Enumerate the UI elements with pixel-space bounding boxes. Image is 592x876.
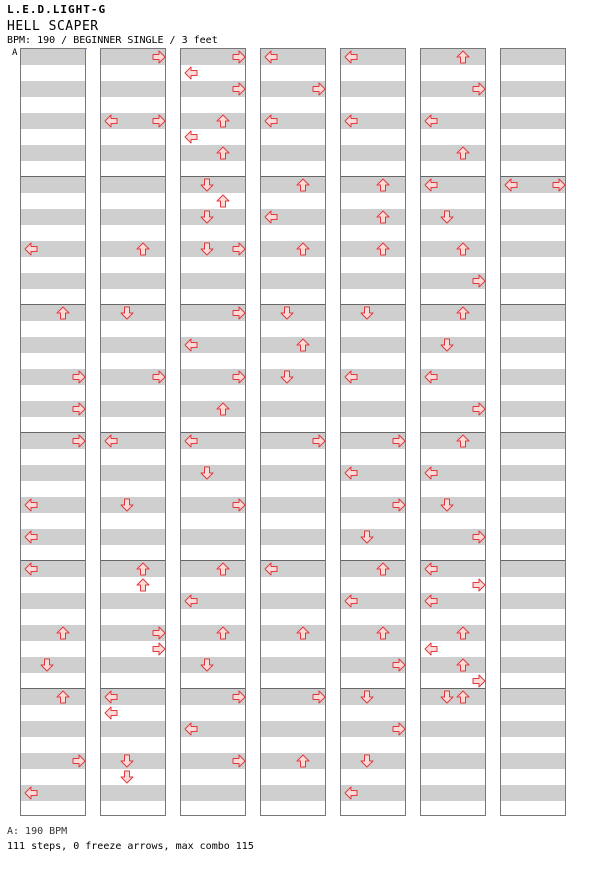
- measure-line: [501, 560, 565, 561]
- measure-line: [421, 176, 485, 177]
- left-arrow-icon: [344, 594, 358, 608]
- left-arrow-icon: [344, 114, 358, 128]
- up-arrow-icon: [296, 754, 310, 768]
- up-arrow-icon: [376, 562, 390, 576]
- left-arrow-icon: [344, 50, 358, 64]
- measure-line: [101, 560, 165, 561]
- left-arrow-icon: [184, 722, 198, 736]
- left-arrow-icon: [104, 690, 118, 704]
- right-arrow-icon: [472, 674, 486, 688]
- left-arrow-icon: [24, 498, 38, 512]
- left-arrow-icon: [104, 706, 118, 720]
- left-arrow-icon: [424, 594, 438, 608]
- left-arrow-icon: [24, 786, 38, 800]
- down-arrow-icon: [360, 306, 374, 320]
- right-arrow-icon: [232, 498, 246, 512]
- right-arrow-icon: [72, 754, 86, 768]
- right-arrow-icon: [392, 498, 406, 512]
- chart-meta: BPM: 190 / BEGINNER SINGLE / 3 feet: [7, 35, 218, 46]
- left-arrow-icon: [424, 642, 438, 656]
- chart-column-7: [500, 48, 566, 816]
- left-arrow-icon: [424, 370, 438, 384]
- down-arrow-icon: [360, 754, 374, 768]
- up-arrow-icon: [376, 178, 390, 192]
- down-arrow-icon: [120, 754, 134, 768]
- down-arrow-icon: [440, 210, 454, 224]
- up-arrow-icon: [136, 578, 150, 592]
- right-arrow-icon: [232, 82, 246, 96]
- left-arrow-icon: [344, 466, 358, 480]
- up-arrow-icon: [136, 562, 150, 576]
- down-arrow-icon: [200, 466, 214, 480]
- measure-line: [341, 560, 405, 561]
- right-arrow-icon: [472, 82, 486, 96]
- up-arrow-icon: [216, 562, 230, 576]
- down-arrow-icon: [280, 306, 294, 320]
- left-arrow-icon: [184, 434, 198, 448]
- measure-line: [101, 432, 165, 433]
- up-arrow-icon: [456, 690, 470, 704]
- right-arrow-icon: [472, 530, 486, 544]
- left-arrow-icon: [104, 114, 118, 128]
- measure-line: [421, 432, 485, 433]
- measure-line: [181, 432, 245, 433]
- down-arrow-icon: [440, 690, 454, 704]
- down-arrow-icon: [440, 338, 454, 352]
- chart-column-5: [340, 48, 406, 816]
- right-arrow-icon: [72, 434, 86, 448]
- chart-column-4: [260, 48, 326, 816]
- up-arrow-icon: [376, 210, 390, 224]
- right-arrow-icon: [312, 434, 326, 448]
- measure-line: [181, 688, 245, 689]
- up-arrow-icon: [136, 242, 150, 256]
- left-arrow-icon: [24, 530, 38, 544]
- left-arrow-icon: [344, 786, 358, 800]
- up-arrow-icon: [296, 338, 310, 352]
- measure-line: [21, 688, 85, 689]
- up-arrow-icon: [56, 690, 70, 704]
- left-arrow-icon: [184, 66, 198, 80]
- right-arrow-icon: [232, 690, 246, 704]
- right-arrow-icon: [232, 306, 246, 320]
- right-arrow-icon: [552, 178, 566, 192]
- left-arrow-icon: [424, 178, 438, 192]
- left-arrow-icon: [264, 562, 278, 576]
- up-arrow-icon: [456, 626, 470, 640]
- step-statistics: 111 steps, 0 freeze arrows, max combo 115: [7, 841, 254, 852]
- bpm-summary: A: 190 BPM: [7, 826, 68, 837]
- up-arrow-icon: [456, 306, 470, 320]
- measure-line: [21, 560, 85, 561]
- measure-line: [501, 304, 565, 305]
- right-arrow-icon: [232, 370, 246, 384]
- left-arrow-icon: [264, 50, 278, 64]
- up-arrow-icon: [216, 146, 230, 160]
- measure-line: [261, 560, 325, 561]
- measure-line: [421, 304, 485, 305]
- right-arrow-icon: [152, 642, 166, 656]
- right-arrow-icon: [152, 50, 166, 64]
- measure-line: [341, 304, 405, 305]
- down-arrow-icon: [40, 658, 54, 672]
- measure-line: [101, 688, 165, 689]
- left-arrow-icon: [424, 562, 438, 576]
- measure-line: [101, 304, 165, 305]
- up-arrow-icon: [216, 626, 230, 640]
- measure-line: [421, 560, 485, 561]
- left-arrow-icon: [424, 114, 438, 128]
- measure-line: [101, 176, 165, 177]
- right-arrow-icon: [392, 658, 406, 672]
- right-arrow-icon: [232, 50, 246, 64]
- left-arrow-icon: [184, 130, 198, 144]
- left-arrow-icon: [344, 370, 358, 384]
- up-arrow-icon: [296, 626, 310, 640]
- right-arrow-icon: [152, 626, 166, 640]
- song-title: HELL SCAPER: [7, 19, 99, 34]
- right-arrow-icon: [472, 578, 486, 592]
- down-arrow-icon: [120, 498, 134, 512]
- down-arrow-icon: [200, 658, 214, 672]
- down-arrow-icon: [360, 530, 374, 544]
- left-arrow-icon: [264, 210, 278, 224]
- right-arrow-icon: [472, 402, 486, 416]
- down-arrow-icon: [280, 370, 294, 384]
- measure-line: [501, 176, 565, 177]
- up-arrow-icon: [216, 194, 230, 208]
- artist-name: L.E.D.LIGHT-G: [7, 3, 107, 16]
- measure-line: [501, 432, 565, 433]
- right-arrow-icon: [232, 754, 246, 768]
- up-arrow-icon: [456, 242, 470, 256]
- chart-column-6: [420, 48, 486, 816]
- measure-line: [341, 432, 405, 433]
- down-arrow-icon: [200, 178, 214, 192]
- up-arrow-icon: [296, 242, 310, 256]
- down-arrow-icon: [120, 306, 134, 320]
- right-arrow-icon: [392, 722, 406, 736]
- up-arrow-icon: [56, 306, 70, 320]
- right-arrow-icon: [472, 274, 486, 288]
- measure-line: [341, 176, 405, 177]
- right-arrow-icon: [72, 370, 86, 384]
- right-arrow-icon: [152, 114, 166, 128]
- right-arrow-icon: [312, 82, 326, 96]
- right-arrow-icon: [72, 402, 86, 416]
- down-arrow-icon: [360, 690, 374, 704]
- measure-line: [261, 304, 325, 305]
- measure-line: [341, 688, 405, 689]
- measure-line: [21, 432, 85, 433]
- right-arrow-icon: [152, 370, 166, 384]
- measure-line: [181, 304, 245, 305]
- left-arrow-icon: [184, 338, 198, 352]
- left-arrow-icon: [504, 178, 518, 192]
- up-arrow-icon: [296, 178, 310, 192]
- measure-line: [181, 176, 245, 177]
- up-arrow-icon: [216, 114, 230, 128]
- right-arrow-icon: [392, 434, 406, 448]
- right-arrow-icon: [232, 242, 246, 256]
- measure-line: [21, 176, 85, 177]
- measure-line: [421, 688, 485, 689]
- up-arrow-icon: [456, 50, 470, 64]
- up-arrow-icon: [456, 434, 470, 448]
- left-arrow-icon: [424, 466, 438, 480]
- measure-line: [261, 432, 325, 433]
- measure-line: [181, 560, 245, 561]
- chart-column-1: [20, 48, 86, 816]
- down-arrow-icon: [440, 498, 454, 512]
- chart-column-3: [180, 48, 246, 816]
- left-arrow-icon: [24, 242, 38, 256]
- up-arrow-icon: [376, 626, 390, 640]
- left-arrow-icon: [184, 594, 198, 608]
- right-arrow-icon: [312, 690, 326, 704]
- measure-line: [21, 304, 85, 305]
- chart-column-2: [100, 48, 166, 816]
- up-arrow-icon: [56, 626, 70, 640]
- up-arrow-icon: [456, 658, 470, 672]
- down-arrow-icon: [120, 770, 134, 784]
- down-arrow-icon: [200, 242, 214, 256]
- bpm-marker-label: A: [12, 48, 18, 58]
- left-arrow-icon: [24, 562, 38, 576]
- up-arrow-icon: [456, 146, 470, 160]
- up-arrow-icon: [376, 242, 390, 256]
- measure-line: [501, 688, 565, 689]
- up-arrow-icon: [216, 402, 230, 416]
- down-arrow-icon: [200, 210, 214, 224]
- measure-line: [261, 176, 325, 177]
- left-arrow-icon: [104, 434, 118, 448]
- left-arrow-icon: [264, 114, 278, 128]
- measure-line: [261, 688, 325, 689]
